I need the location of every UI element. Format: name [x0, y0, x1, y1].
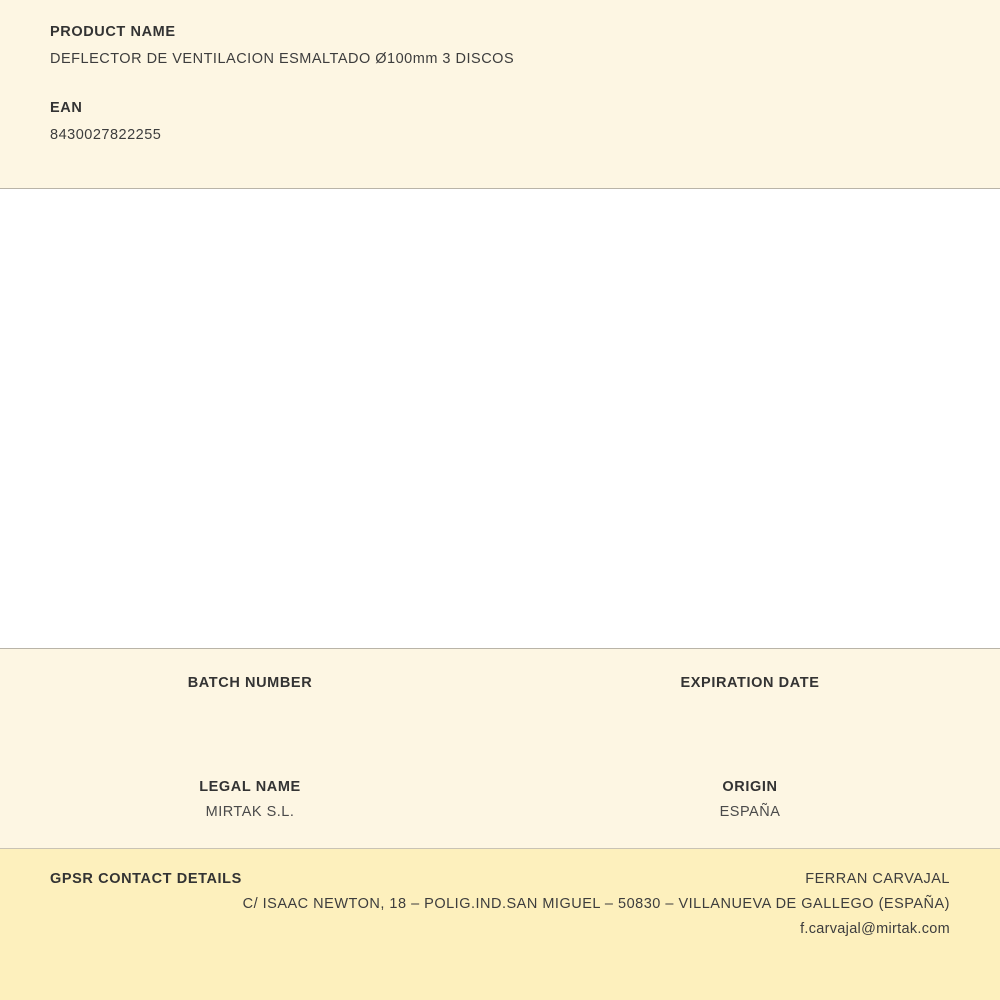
- info-row-legal-origin: [0, 779, 1000, 821]
- gpsr-contact-details-label: GPSR CONTACT DETAILS: [50, 871, 242, 887]
- product-name-value: DEFLECTOR DE VENTILACION ESMALTADO Ø100mm 3 DISCOS: [50, 51, 515, 67]
- origin-cell: [500, 779, 1000, 821]
- gpsr-contact-name: FERRAN CARVAJAL: [805, 871, 950, 887]
- product-info-grid: [0, 649, 1000, 849]
- batch-number-cell: [0, 675, 500, 717]
- gpsr-footer: [0, 849, 1000, 1000]
- product-image-area: [0, 189, 1000, 649]
- batch-number-value: [0, 700, 500, 717]
- expiration-date-value: [500, 700, 1000, 717]
- origin-value: ESPAÑA: [719, 804, 781, 820]
- product-header: [0, 0, 1000, 189]
- product-name-label: PRODUCT NAME: [50, 24, 176, 40]
- legal-name-label: LEGAL NAME: [199, 779, 301, 795]
- product-name-field: [50, 24, 950, 67]
- batch-number-label: BATCH NUMBER: [187, 675, 313, 691]
- ean-field: [50, 100, 950, 143]
- info-row-batch-expiration: [0, 675, 1000, 717]
- origin-label: ORIGIN: [722, 779, 778, 795]
- ean-label: EAN: [50, 100, 83, 116]
- legal-name-value: MIRTAK S.L.: [205, 804, 295, 820]
- expiration-date-label: EXPIRATION DATE: [680, 675, 820, 691]
- legal-name-cell: [0, 779, 500, 821]
- expiration-date-cell: [500, 675, 1000, 717]
- gpsr-footer-top-row: [50, 871, 950, 887]
- gpsr-contact-address: C/ ISAAC NEWTON, 18 – POLIG.IND.SAN MIGUEL – 50830 – VILLANUEVA DE GALLEGO (ESPAÑA): [242, 896, 950, 912]
- gpsr-contact-email[interactable]: f.carvajal@mirtak.com: [800, 921, 950, 937]
- ean-value: 8430027822255: [50, 127, 162, 143]
